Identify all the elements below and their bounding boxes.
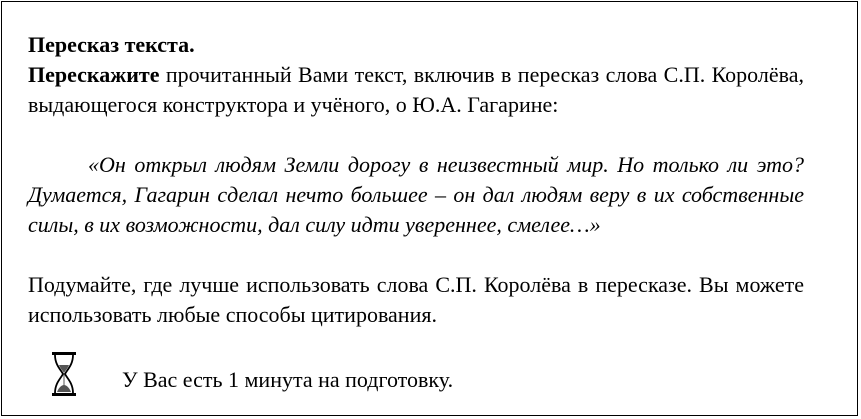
- hourglass-icon: [51, 351, 77, 397]
- instruction-keyword: Перескажите: [28, 62, 160, 87]
- task-advice: Подумайте, где лучше использовать слова С.П. Королёва в пересказе. Вы можете использовать любые способы цитирования.: [28, 272, 804, 327]
- preparation-note: [28, 349, 804, 399]
- instruction-text: прочитанный Вами текст, включив в пересказ слова С.П. Королёва, выдающегося конструктора и учёного, о Ю.А. Гагарине:: [28, 62, 804, 117]
- task-title: Пересказ текста.: [28, 32, 195, 57]
- preparation-time-text: У Вас есть 1 минута на подготовку.: [122, 367, 454, 392]
- task-card: [1, 1, 858, 416]
- task-instruction: [28, 60, 804, 120]
- korolev-quote: «Он открыл людям Земли дорогу в неизвестный мир. Но только ли это? Думается, Гагарин сделал нечто большее – он дал людям веру в их собственные силы, в их возможности, дал силу идти увереннее, смелее…»: [28, 152, 804, 237]
